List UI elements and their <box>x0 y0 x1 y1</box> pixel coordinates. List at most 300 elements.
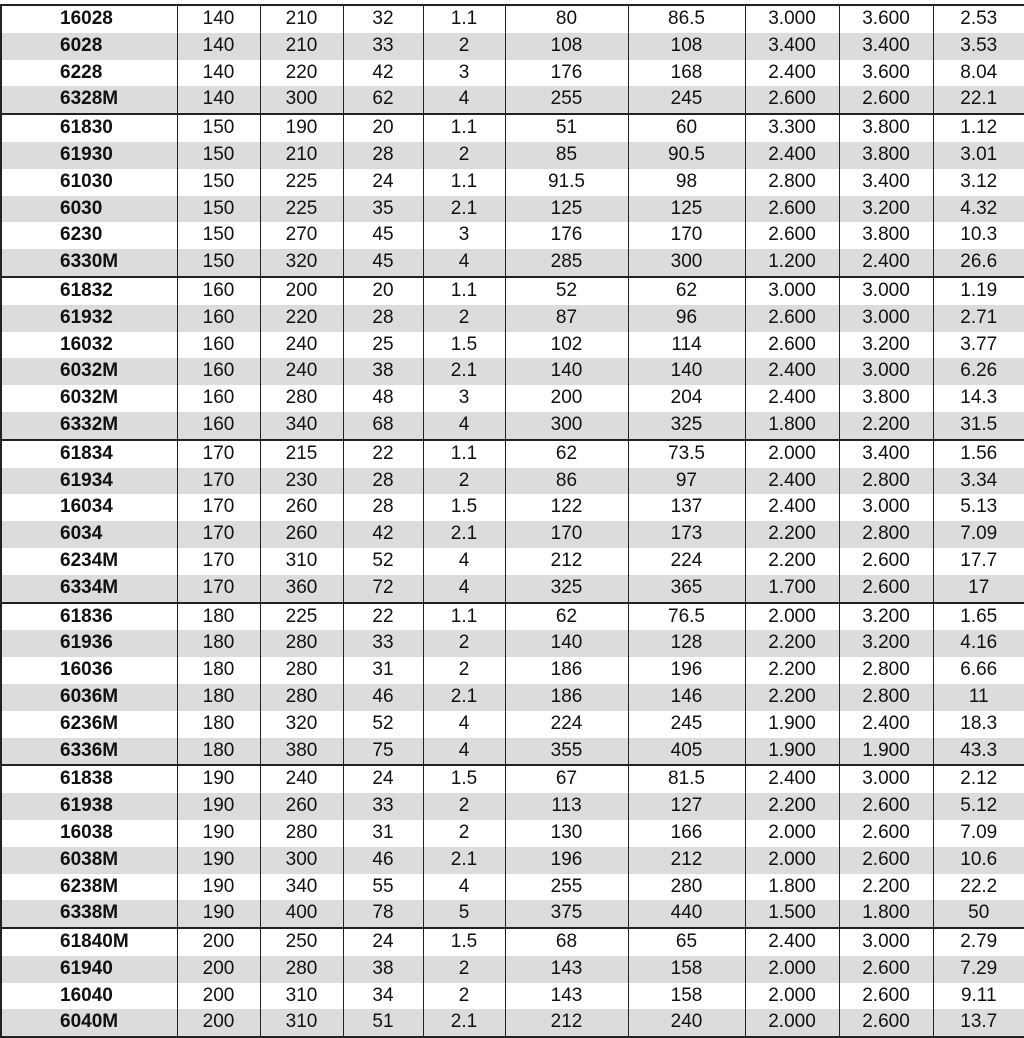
table-row <box>1 494 1024 521</box>
bore-diameter-cell: 200 <box>177 928 260 956</box>
outer-diameter-cell: 280 <box>260 385 343 412</box>
weight-cell: 1.56 <box>933 440 1024 468</box>
bearing-spec-table <box>0 4 1024 1038</box>
table-row <box>1 249 1024 277</box>
dynamic-load-cr-cell: 51 <box>505 114 628 142</box>
chamfer-r-min-cell: 4 <box>423 412 505 440</box>
chamfer-r-min-cell: 2 <box>423 956 505 983</box>
weight-cell: 14.3 <box>933 385 1024 412</box>
bore-diameter-cell: 190 <box>177 900 260 928</box>
grease-speed-limit-cell: 2.600 <box>745 305 839 332</box>
weight-cell: 3.53 <box>933 33 1024 60</box>
oil-speed-limit-cell: 2.200 <box>839 874 933 901</box>
dynamic-load-cr-cell: 255 <box>505 874 628 901</box>
bore-diameter-cell: 150 <box>177 196 260 223</box>
oil-speed-limit-cell: 3.000 <box>839 305 933 332</box>
bore-diameter-cell: 180 <box>177 657 260 684</box>
grease-speed-limit-cell: 2.400 <box>745 494 839 521</box>
width-cell: 28 <box>343 142 423 169</box>
bearing-designation-cell: 61030 <box>1 169 177 196</box>
grease-speed-limit-cell: 2.000 <box>745 820 839 847</box>
bearing-designation-cell: 61840M <box>1 928 177 956</box>
outer-diameter-cell: 310 <box>260 983 343 1010</box>
outer-diameter-cell: 240 <box>260 358 343 385</box>
bore-diameter-cell: 180 <box>177 738 260 766</box>
width-cell: 46 <box>343 847 423 874</box>
width-cell: 25 <box>343 332 423 359</box>
static-load-cor-cell: 96 <box>628 305 745 332</box>
chamfer-r-min-cell: 1.1 <box>423 5 505 33</box>
static-load-cor-cell: 240 <box>628 1009 745 1037</box>
weight-cell: 6.66 <box>933 657 1024 684</box>
chamfer-r-min-cell: 1.5 <box>423 765 505 793</box>
table-row <box>1 412 1024 440</box>
chamfer-r-min-cell: 1.1 <box>423 440 505 468</box>
width-cell: 28 <box>343 494 423 521</box>
oil-speed-limit-cell: 2.600 <box>839 983 933 1010</box>
chamfer-r-min-cell: 3 <box>423 60 505 87</box>
bore-diameter-cell: 200 <box>177 983 260 1010</box>
bore-diameter-cell: 150 <box>177 249 260 277</box>
bearing-designation-cell: 61836 <box>1 603 177 631</box>
grease-speed-limit-cell: 3.000 <box>745 277 839 305</box>
bearing-designation-cell: 6032M <box>1 358 177 385</box>
oil-speed-limit-cell: 3.000 <box>839 765 933 793</box>
outer-diameter-cell: 400 <box>260 900 343 928</box>
dynamic-load-cr-cell: 125 <box>505 196 628 223</box>
weight-cell: 5.12 <box>933 793 1024 820</box>
grease-speed-limit-cell: 1.900 <box>745 738 839 766</box>
bore-diameter-cell: 140 <box>177 60 260 87</box>
bearing-designation-cell: 6034 <box>1 521 177 548</box>
chamfer-r-min-cell: 3 <box>423 222 505 249</box>
outer-diameter-cell: 260 <box>260 494 343 521</box>
outer-diameter-cell: 225 <box>260 196 343 223</box>
width-cell: 62 <box>343 86 423 114</box>
bearing-designation-cell: 6028 <box>1 33 177 60</box>
dynamic-load-cr-cell: 122 <box>505 494 628 521</box>
table-row <box>1 142 1024 169</box>
oil-speed-limit-cell: 2.800 <box>839 684 933 711</box>
bore-diameter-cell: 160 <box>177 277 260 305</box>
bearing-designation-cell: 6334M <box>1 575 177 603</box>
static-load-cor-cell: 196 <box>628 657 745 684</box>
weight-cell: 3.77 <box>933 332 1024 359</box>
chamfer-r-min-cell: 1.5 <box>423 494 505 521</box>
static-load-cor-cell: 108 <box>628 33 745 60</box>
static-load-cor-cell: 90.5 <box>628 142 745 169</box>
table-row <box>1 5 1024 33</box>
dynamic-load-cr-cell: 186 <box>505 657 628 684</box>
width-cell: 20 <box>343 114 423 142</box>
dynamic-load-cr-cell: 375 <box>505 900 628 928</box>
bearing-designation-cell: 61834 <box>1 440 177 468</box>
oil-speed-limit-cell: 2.600 <box>839 86 933 114</box>
bore-diameter-cell: 150 <box>177 169 260 196</box>
grease-speed-limit-cell: 3.300 <box>745 114 839 142</box>
static-load-cor-cell: 170 <box>628 222 745 249</box>
chamfer-r-min-cell: 2 <box>423 983 505 1010</box>
dynamic-load-cr-cell: 140 <box>505 358 628 385</box>
weight-cell: 17 <box>933 575 1024 603</box>
weight-cell: 3.01 <box>933 142 1024 169</box>
static-load-cor-cell: 114 <box>628 332 745 359</box>
oil-speed-limit-cell: 2.200 <box>839 412 933 440</box>
bearing-designation-cell: 16032 <box>1 332 177 359</box>
static-load-cor-cell: 212 <box>628 847 745 874</box>
width-cell: 24 <box>343 765 423 793</box>
grease-speed-limit-cell: 3.000 <box>745 5 839 33</box>
outer-diameter-cell: 310 <box>260 548 343 575</box>
table-row <box>1 956 1024 983</box>
bearing-designation-cell: 16034 <box>1 494 177 521</box>
table-row <box>1 765 1024 793</box>
grease-speed-limit-cell: 2.000 <box>745 440 839 468</box>
table-row <box>1 820 1024 847</box>
outer-diameter-cell: 230 <box>260 468 343 495</box>
table-row <box>1 468 1024 495</box>
bore-diameter-cell: 160 <box>177 332 260 359</box>
width-cell: 34 <box>343 983 423 1010</box>
chamfer-r-min-cell: 2 <box>423 468 505 495</box>
oil-speed-limit-cell: 2.600 <box>839 548 933 575</box>
dynamic-load-cr-cell: 86 <box>505 468 628 495</box>
weight-cell: 22.1 <box>933 86 1024 114</box>
outer-diameter-cell: 240 <box>260 332 343 359</box>
oil-speed-limit-cell: 1.900 <box>839 738 933 766</box>
static-load-cor-cell: 62 <box>628 277 745 305</box>
chamfer-r-min-cell: 2.1 <box>423 1009 505 1037</box>
dynamic-load-cr-cell: 255 <box>505 86 628 114</box>
table-row <box>1 196 1024 223</box>
table-row <box>1 928 1024 956</box>
width-cell: 55 <box>343 874 423 901</box>
table-row <box>1 684 1024 711</box>
oil-speed-limit-cell: 3.200 <box>839 332 933 359</box>
chamfer-r-min-cell: 2.1 <box>423 521 505 548</box>
bore-diameter-cell: 160 <box>177 385 260 412</box>
width-cell: 38 <box>343 358 423 385</box>
bore-diameter-cell: 190 <box>177 793 260 820</box>
grease-speed-limit-cell: 2.200 <box>745 684 839 711</box>
oil-speed-limit-cell: 3.400 <box>839 440 933 468</box>
weight-cell: 50 <box>933 900 1024 928</box>
static-load-cor-cell: 128 <box>628 630 745 657</box>
bearing-designation-cell: 61936 <box>1 630 177 657</box>
weight-cell: 5.13 <box>933 494 1024 521</box>
chamfer-r-min-cell: 2.1 <box>423 684 505 711</box>
oil-speed-limit-cell: 2.600 <box>839 793 933 820</box>
chamfer-r-min-cell: 1.5 <box>423 332 505 359</box>
width-cell: 22 <box>343 440 423 468</box>
width-cell: 42 <box>343 60 423 87</box>
static-load-cor-cell: 405 <box>628 738 745 766</box>
dynamic-load-cr-cell: 355 <box>505 738 628 766</box>
bore-diameter-cell: 180 <box>177 684 260 711</box>
grease-speed-limit-cell: 2.600 <box>745 196 839 223</box>
width-cell: 20 <box>343 277 423 305</box>
outer-diameter-cell: 225 <box>260 603 343 631</box>
oil-speed-limit-cell: 3.200 <box>839 630 933 657</box>
oil-speed-limit-cell: 3.000 <box>839 277 933 305</box>
grease-speed-limit-cell: 1.800 <box>745 874 839 901</box>
oil-speed-limit-cell: 3.000 <box>839 494 933 521</box>
static-load-cor-cell: 65 <box>628 928 745 956</box>
dynamic-load-cr-cell: 224 <box>505 711 628 738</box>
dynamic-load-cr-cell: 143 <box>505 956 628 983</box>
grease-speed-limit-cell: 1.500 <box>745 900 839 928</box>
static-load-cor-cell: 224 <box>628 548 745 575</box>
bearing-designation-cell: 6238M <box>1 874 177 901</box>
outer-diameter-cell: 220 <box>260 305 343 332</box>
table-row <box>1 385 1024 412</box>
weight-cell: 2.71 <box>933 305 1024 332</box>
dynamic-load-cr-cell: 130 <box>505 820 628 847</box>
bore-diameter-cell: 150 <box>177 114 260 142</box>
bearing-designation-cell: 6328M <box>1 86 177 114</box>
bearing-designation-cell: 16028 <box>1 5 177 33</box>
table-row <box>1 900 1024 928</box>
outer-diameter-cell: 280 <box>260 956 343 983</box>
weight-cell: 2.53 <box>933 5 1024 33</box>
dynamic-load-cr-cell: 186 <box>505 684 628 711</box>
oil-speed-limit-cell: 3.400 <box>839 33 933 60</box>
chamfer-r-min-cell: 4 <box>423 575 505 603</box>
oil-speed-limit-cell: 2.600 <box>839 1009 933 1037</box>
static-load-cor-cell: 60 <box>628 114 745 142</box>
weight-cell: 4.32 <box>933 196 1024 223</box>
bore-diameter-cell: 140 <box>177 33 260 60</box>
width-cell: 45 <box>343 222 423 249</box>
outer-diameter-cell: 210 <box>260 142 343 169</box>
weight-cell: 26.6 <box>933 249 1024 277</box>
static-load-cor-cell: 440 <box>628 900 745 928</box>
outer-diameter-cell: 280 <box>260 820 343 847</box>
grease-speed-limit-cell: 2.200 <box>745 657 839 684</box>
oil-speed-limit-cell: 3.200 <box>839 603 933 631</box>
chamfer-r-min-cell: 4 <box>423 548 505 575</box>
oil-speed-limit-cell: 2.600 <box>839 847 933 874</box>
table-row <box>1 874 1024 901</box>
bearing-designation-cell: 6338M <box>1 900 177 928</box>
dynamic-load-cr-cell: 285 <box>505 249 628 277</box>
bearing-designation-cell: 16040 <box>1 983 177 1010</box>
weight-cell: 10.3 <box>933 222 1024 249</box>
bearing-designation-cell: 6234M <box>1 548 177 575</box>
table-row <box>1 60 1024 87</box>
outer-diameter-cell: 310 <box>260 1009 343 1037</box>
weight-cell: 7.09 <box>933 820 1024 847</box>
static-load-cor-cell: 73.5 <box>628 440 745 468</box>
dynamic-load-cr-cell: 91.5 <box>505 169 628 196</box>
bore-diameter-cell: 170 <box>177 548 260 575</box>
table-body <box>1 5 1024 1037</box>
table-row <box>1 983 1024 1010</box>
weight-cell: 7.29 <box>933 956 1024 983</box>
chamfer-r-min-cell: 2 <box>423 820 505 847</box>
chamfer-r-min-cell: 4 <box>423 738 505 766</box>
static-load-cor-cell: 146 <box>628 684 745 711</box>
width-cell: 45 <box>343 249 423 277</box>
grease-speed-limit-cell: 2.600 <box>745 86 839 114</box>
bore-diameter-cell: 150 <box>177 222 260 249</box>
outer-diameter-cell: 280 <box>260 657 343 684</box>
oil-speed-limit-cell: 2.400 <box>839 249 933 277</box>
grease-speed-limit-cell: 2.000 <box>745 956 839 983</box>
dynamic-load-cr-cell: 67 <box>505 765 628 793</box>
width-cell: 32 <box>343 5 423 33</box>
width-cell: 72 <box>343 575 423 603</box>
dynamic-load-cr-cell: 196 <box>505 847 628 874</box>
bore-diameter-cell: 170 <box>177 468 260 495</box>
bearing-designation-cell: 61830 <box>1 114 177 142</box>
table-row <box>1 332 1024 359</box>
static-load-cor-cell: 127 <box>628 793 745 820</box>
weight-cell: 1.12 <box>933 114 1024 142</box>
bearing-designation-cell: 61832 <box>1 277 177 305</box>
width-cell: 33 <box>343 630 423 657</box>
oil-speed-limit-cell: 3.600 <box>839 60 933 87</box>
static-load-cor-cell: 168 <box>628 60 745 87</box>
bore-diameter-cell: 150 <box>177 142 260 169</box>
bore-diameter-cell: 140 <box>177 5 260 33</box>
weight-cell: 2.79 <box>933 928 1024 956</box>
bearing-designation-cell: 61932 <box>1 305 177 332</box>
table-row <box>1 847 1024 874</box>
bore-diameter-cell: 180 <box>177 603 260 631</box>
chamfer-r-min-cell: 2 <box>423 142 505 169</box>
table-row <box>1 86 1024 114</box>
table-row <box>1 630 1024 657</box>
outer-diameter-cell: 340 <box>260 874 343 901</box>
chamfer-r-min-cell: 1.1 <box>423 169 505 196</box>
oil-speed-limit-cell: 3.800 <box>839 222 933 249</box>
oil-speed-limit-cell: 3.600 <box>839 5 933 33</box>
oil-speed-limit-cell: 3.200 <box>839 196 933 223</box>
outer-diameter-cell: 200 <box>260 277 343 305</box>
static-load-cor-cell: 204 <box>628 385 745 412</box>
dynamic-load-cr-cell: 300 <box>505 412 628 440</box>
table-row <box>1 277 1024 305</box>
bearing-designation-cell: 61930 <box>1 142 177 169</box>
static-load-cor-cell: 173 <box>628 521 745 548</box>
dynamic-load-cr-cell: 85 <box>505 142 628 169</box>
static-load-cor-cell: 76.5 <box>628 603 745 631</box>
outer-diameter-cell: 320 <box>260 711 343 738</box>
grease-speed-limit-cell: 2.400 <box>745 765 839 793</box>
width-cell: 52 <box>343 548 423 575</box>
static-load-cor-cell: 86.5 <box>628 5 745 33</box>
dynamic-load-cr-cell: 325 <box>505 575 628 603</box>
bearing-designation-cell: 6228 <box>1 60 177 87</box>
bearing-designation-cell: 6032M <box>1 385 177 412</box>
outer-diameter-cell: 380 <box>260 738 343 766</box>
table-row <box>1 305 1024 332</box>
grease-speed-limit-cell: 2.200 <box>745 521 839 548</box>
table-row <box>1 657 1024 684</box>
static-load-cor-cell: 140 <box>628 358 745 385</box>
table-row <box>1 575 1024 603</box>
bearing-designation-cell: 6230 <box>1 222 177 249</box>
chamfer-r-min-cell: 2 <box>423 33 505 60</box>
bore-diameter-cell: 140 <box>177 86 260 114</box>
dynamic-load-cr-cell: 62 <box>505 440 628 468</box>
dynamic-load-cr-cell: 52 <box>505 277 628 305</box>
grease-speed-limit-cell: 2.000 <box>745 983 839 1010</box>
weight-cell: 1.19 <box>933 277 1024 305</box>
weight-cell: 13.7 <box>933 1009 1024 1037</box>
chamfer-r-min-cell: 2 <box>423 793 505 820</box>
width-cell: 46 <box>343 684 423 711</box>
weight-cell: 3.12 <box>933 169 1024 196</box>
bore-diameter-cell: 180 <box>177 630 260 657</box>
dynamic-load-cr-cell: 113 <box>505 793 628 820</box>
bore-diameter-cell: 180 <box>177 711 260 738</box>
width-cell: 31 <box>343 820 423 847</box>
bearing-designation-cell: 61938 <box>1 793 177 820</box>
outer-diameter-cell: 300 <box>260 847 343 874</box>
table-row <box>1 169 1024 196</box>
width-cell: 31 <box>343 657 423 684</box>
outer-diameter-cell: 250 <box>260 928 343 956</box>
oil-speed-limit-cell: 2.400 <box>839 711 933 738</box>
grease-speed-limit-cell: 2.600 <box>745 332 839 359</box>
outer-diameter-cell: 225 <box>260 169 343 196</box>
chamfer-r-min-cell: 4 <box>423 711 505 738</box>
dynamic-load-cr-cell: 212 <box>505 548 628 575</box>
bore-diameter-cell: 200 <box>177 1009 260 1037</box>
grease-speed-limit-cell: 2.400 <box>745 928 839 956</box>
static-load-cor-cell: 158 <box>628 956 745 983</box>
outer-diameter-cell: 320 <box>260 249 343 277</box>
dynamic-load-cr-cell: 108 <box>505 33 628 60</box>
chamfer-r-min-cell: 1.5 <box>423 928 505 956</box>
bearing-designation-cell: 16036 <box>1 657 177 684</box>
outer-diameter-cell: 260 <box>260 521 343 548</box>
oil-speed-limit-cell: 2.600 <box>839 820 933 847</box>
width-cell: 48 <box>343 385 423 412</box>
oil-speed-limit-cell: 2.600 <box>839 956 933 983</box>
bore-diameter-cell: 160 <box>177 412 260 440</box>
width-cell: 33 <box>343 33 423 60</box>
outer-diameter-cell: 240 <box>260 765 343 793</box>
dynamic-load-cr-cell: 80 <box>505 5 628 33</box>
grease-speed-limit-cell: 2.000 <box>745 603 839 631</box>
weight-cell: 8.04 <box>933 60 1024 87</box>
bore-diameter-cell: 160 <box>177 358 260 385</box>
chamfer-r-min-cell: 2.1 <box>423 358 505 385</box>
width-cell: 78 <box>343 900 423 928</box>
static-load-cor-cell: 158 <box>628 983 745 1010</box>
static-load-cor-cell: 125 <box>628 196 745 223</box>
width-cell: 24 <box>343 169 423 196</box>
chamfer-r-min-cell: 4 <box>423 874 505 901</box>
grease-speed-limit-cell: 1.900 <box>745 711 839 738</box>
weight-cell: 43.3 <box>933 738 1024 766</box>
grease-speed-limit-cell: 2.400 <box>745 60 839 87</box>
width-cell: 38 <box>343 956 423 983</box>
bearing-designation-cell: 6336M <box>1 738 177 766</box>
width-cell: 68 <box>343 412 423 440</box>
bearing-designation-cell: 61940 <box>1 956 177 983</box>
chamfer-r-min-cell: 1.1 <box>423 277 505 305</box>
static-load-cor-cell: 245 <box>628 86 745 114</box>
width-cell: 24 <box>343 928 423 956</box>
table-row <box>1 711 1024 738</box>
outer-diameter-cell: 220 <box>260 60 343 87</box>
outer-diameter-cell: 270 <box>260 222 343 249</box>
width-cell: 51 <box>343 1009 423 1037</box>
